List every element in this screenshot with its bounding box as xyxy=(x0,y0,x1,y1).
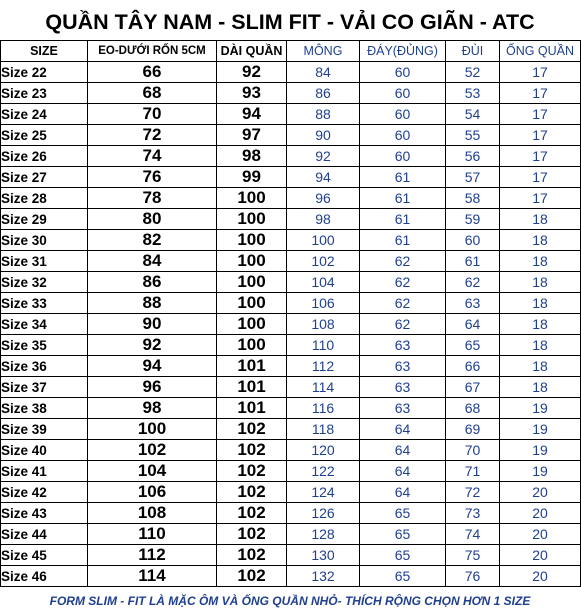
cell-leg-opening: 17 xyxy=(500,167,581,188)
footer-note: FORM SLIM - FIT LÀ MẶC ÔM VÀ ỐNG QUẦN NHỎ- THÍCH RỘNG CHỌN HƠN 1 SIZE xyxy=(49,594,531,608)
table-row xyxy=(1,482,581,503)
cell-hip: 114 xyxy=(287,377,360,398)
table-row xyxy=(1,125,581,146)
cell-length: 92 xyxy=(217,62,287,83)
chart-title: QUẦN TÂY NAM - SLIM FIT - VẢI CO GIÃN - ATC xyxy=(45,10,535,34)
cell-length: 100 xyxy=(217,209,287,230)
header-rise: ĐÁY(ĐỦNG) xyxy=(360,41,446,62)
cell-waist: 68 xyxy=(88,83,217,104)
cell-hip: 124 xyxy=(287,482,360,503)
cell-waist: 94 xyxy=(88,356,217,377)
cell-rise: 61 xyxy=(360,230,446,251)
cell-rise: 64 xyxy=(360,440,446,461)
cell-size: Size 31 xyxy=(1,251,88,272)
cell-rise: 60 xyxy=(360,125,446,146)
header-length: DÀI QUẦN xyxy=(217,41,287,62)
cell-length: 100 xyxy=(217,293,287,314)
cell-thigh: 69 xyxy=(446,419,500,440)
cell-rise: 60 xyxy=(360,104,446,125)
cell-thigh: 67 xyxy=(446,377,500,398)
cell-thigh: 68 xyxy=(446,398,500,419)
cell-leg-opening: 20 xyxy=(500,482,581,503)
table-row xyxy=(1,524,581,545)
cell-hip: 132 xyxy=(287,566,360,587)
cell-length: 101 xyxy=(217,377,287,398)
cell-thigh: 72 xyxy=(446,482,500,503)
cell-rise: 63 xyxy=(360,335,446,356)
cell-thigh: 52 xyxy=(446,62,500,83)
cell-size: Size 35 xyxy=(1,335,88,356)
cell-waist: 86 xyxy=(88,272,217,293)
cell-waist: 88 xyxy=(88,293,217,314)
cell-rise: 61 xyxy=(360,209,446,230)
cell-length: 100 xyxy=(217,251,287,272)
cell-size: Size 22 xyxy=(1,62,88,83)
size-table xyxy=(0,40,581,587)
table-row xyxy=(1,545,581,566)
cell-leg-opening: 18 xyxy=(500,272,581,293)
cell-rise: 63 xyxy=(360,356,446,377)
cell-waist: 104 xyxy=(88,461,217,482)
header-size: SIZE xyxy=(1,41,88,62)
cell-leg-opening: 20 xyxy=(500,566,581,587)
table-row xyxy=(1,83,581,104)
table-row xyxy=(1,104,581,125)
cell-leg-opening: 19 xyxy=(500,440,581,461)
table-row xyxy=(1,167,581,188)
cell-rise: 60 xyxy=(360,62,446,83)
cell-length: 100 xyxy=(217,272,287,293)
cell-hip: 96 xyxy=(287,188,360,209)
cell-leg-opening: 19 xyxy=(500,461,581,482)
cell-leg-opening: 17 xyxy=(500,125,581,146)
cell-hip: 126 xyxy=(287,503,360,524)
cell-waist: 72 xyxy=(88,125,217,146)
cell-leg-opening: 18 xyxy=(500,251,581,272)
cell-length: 93 xyxy=(217,83,287,104)
table-row xyxy=(1,230,581,251)
table-row xyxy=(1,566,581,587)
cell-waist: 78 xyxy=(88,188,217,209)
cell-leg-opening: 17 xyxy=(500,188,581,209)
cell-waist: 84 xyxy=(88,251,217,272)
cell-hip: 130 xyxy=(287,545,360,566)
cell-leg-opening: 18 xyxy=(500,314,581,335)
cell-size: Size 30 xyxy=(1,230,88,251)
cell-rise: 60 xyxy=(360,146,446,167)
cell-leg-opening: 18 xyxy=(500,230,581,251)
cell-waist: 66 xyxy=(88,62,217,83)
cell-size: Size 41 xyxy=(1,461,88,482)
cell-rise: 62 xyxy=(360,272,446,293)
cell-thigh: 62 xyxy=(446,272,500,293)
cell-hip: 116 xyxy=(287,398,360,419)
cell-thigh: 59 xyxy=(446,209,500,230)
cell-hip: 94 xyxy=(287,167,360,188)
cell-length: 100 xyxy=(217,188,287,209)
table-row xyxy=(1,293,581,314)
cell-hip: 118 xyxy=(287,419,360,440)
cell-hip: 122 xyxy=(287,461,360,482)
cell-size: Size 28 xyxy=(1,188,88,209)
header-waist: EO-DƯỚI RỐN 5CM xyxy=(88,41,217,62)
cell-waist: 80 xyxy=(88,209,217,230)
table-row xyxy=(1,356,581,377)
cell-rise: 62 xyxy=(360,314,446,335)
table-row xyxy=(1,62,581,83)
cell-size: Size 39 xyxy=(1,419,88,440)
cell-size: Size 33 xyxy=(1,293,88,314)
cell-length: 101 xyxy=(217,356,287,377)
cell-waist: 90 xyxy=(88,314,217,335)
cell-waist: 100 xyxy=(88,419,217,440)
cell-leg-opening: 17 xyxy=(500,62,581,83)
cell-thigh: 55 xyxy=(446,125,500,146)
cell-waist: 70 xyxy=(88,104,217,125)
cell-hip: 84 xyxy=(287,62,360,83)
cell-hip: 90 xyxy=(287,125,360,146)
cell-waist: 74 xyxy=(88,146,217,167)
cell-rise: 65 xyxy=(360,503,446,524)
table-row xyxy=(1,398,581,419)
table-row xyxy=(1,440,581,461)
cell-size: Size 40 xyxy=(1,440,88,461)
table-row xyxy=(1,419,581,440)
cell-size: Size 23 xyxy=(1,83,88,104)
cell-waist: 108 xyxy=(88,503,217,524)
cell-length: 94 xyxy=(217,104,287,125)
cell-size: Size 37 xyxy=(1,377,88,398)
cell-hip: 98 xyxy=(287,209,360,230)
cell-leg-opening: 20 xyxy=(500,524,581,545)
cell-thigh: 70 xyxy=(446,440,500,461)
cell-leg-opening: 19 xyxy=(500,419,581,440)
table-row xyxy=(1,146,581,167)
cell-thigh: 57 xyxy=(446,167,500,188)
cell-leg-opening: 20 xyxy=(500,545,581,566)
cell-size: Size 45 xyxy=(1,545,88,566)
cell-thigh: 61 xyxy=(446,251,500,272)
cell-hip: 92 xyxy=(287,146,360,167)
cell-waist: 110 xyxy=(88,524,217,545)
cell-length: 102 xyxy=(217,440,287,461)
cell-thigh: 73 xyxy=(446,503,500,524)
cell-waist: 112 xyxy=(88,545,217,566)
cell-hip: 128 xyxy=(287,524,360,545)
cell-rise: 65 xyxy=(360,566,446,587)
cell-waist: 98 xyxy=(88,398,217,419)
cell-hip: 106 xyxy=(287,293,360,314)
cell-leg-opening: 17 xyxy=(500,83,581,104)
cell-length: 102 xyxy=(217,419,287,440)
table-row xyxy=(1,314,581,335)
cell-hip: 86 xyxy=(287,83,360,104)
cell-length: 98 xyxy=(217,146,287,167)
cell-thigh: 76 xyxy=(446,566,500,587)
cell-waist: 114 xyxy=(88,566,217,587)
header-row xyxy=(1,41,581,62)
cell-thigh: 66 xyxy=(446,356,500,377)
cell-rise: 65 xyxy=(360,524,446,545)
cell-rise: 62 xyxy=(360,251,446,272)
cell-leg-opening: 18 xyxy=(500,356,581,377)
cell-rise: 65 xyxy=(360,545,446,566)
cell-length: 99 xyxy=(217,167,287,188)
cell-thigh: 71 xyxy=(446,461,500,482)
cell-size: Size 26 xyxy=(1,146,88,167)
cell-size: Size 42 xyxy=(1,482,88,503)
header-leg-opening: ỐNG QUẦN xyxy=(500,41,581,62)
cell-size: Size 27 xyxy=(1,167,88,188)
cell-leg-opening: 18 xyxy=(500,335,581,356)
cell-thigh: 58 xyxy=(446,188,500,209)
cell-thigh: 64 xyxy=(446,314,500,335)
cell-waist: 106 xyxy=(88,482,217,503)
cell-size: Size 24 xyxy=(1,104,88,125)
cell-size: Size 44 xyxy=(1,524,88,545)
cell-thigh: 75 xyxy=(446,545,500,566)
cell-size: Size 29 xyxy=(1,209,88,230)
table-row xyxy=(1,503,581,524)
cell-waist: 82 xyxy=(88,230,217,251)
cell-rise: 61 xyxy=(360,167,446,188)
cell-rise: 63 xyxy=(360,398,446,419)
cell-leg-opening: 19 xyxy=(500,398,581,419)
cell-leg-opening: 17 xyxy=(500,146,581,167)
cell-size: Size 43 xyxy=(1,503,88,524)
table-row xyxy=(1,209,581,230)
cell-waist: 92 xyxy=(88,335,217,356)
cell-thigh: 54 xyxy=(446,104,500,125)
cell-thigh: 53 xyxy=(446,83,500,104)
cell-length: 102 xyxy=(217,524,287,545)
cell-thigh: 74 xyxy=(446,524,500,545)
cell-length: 100 xyxy=(217,230,287,251)
cell-length: 102 xyxy=(217,566,287,587)
cell-rise: 60 xyxy=(360,83,446,104)
cell-hip: 100 xyxy=(287,230,360,251)
header-thigh: ĐÙI xyxy=(446,41,500,62)
cell-size: Size 38 xyxy=(1,398,88,419)
header-hip: MÔNG xyxy=(287,41,360,62)
cell-hip: 104 xyxy=(287,272,360,293)
cell-leg-opening: 20 xyxy=(500,503,581,524)
cell-size: Size 36 xyxy=(1,356,88,377)
cell-thigh: 65 xyxy=(446,335,500,356)
cell-thigh: 63 xyxy=(446,293,500,314)
cell-length: 100 xyxy=(217,335,287,356)
cell-rise: 64 xyxy=(360,461,446,482)
cell-size: Size 25 xyxy=(1,125,88,146)
cell-hip: 108 xyxy=(287,314,360,335)
cell-leg-opening: 18 xyxy=(500,377,581,398)
cell-length: 97 xyxy=(217,125,287,146)
cell-length: 102 xyxy=(217,461,287,482)
table-row xyxy=(1,335,581,356)
cell-size: Size 32 xyxy=(1,272,88,293)
cell-rise: 61 xyxy=(360,188,446,209)
cell-size: Size 34 xyxy=(1,314,88,335)
cell-length: 102 xyxy=(217,545,287,566)
cell-length: 102 xyxy=(217,482,287,503)
cell-leg-opening: 18 xyxy=(500,293,581,314)
cell-leg-opening: 17 xyxy=(500,104,581,125)
table-row xyxy=(1,251,581,272)
cell-rise: 63 xyxy=(360,377,446,398)
cell-hip: 88 xyxy=(287,104,360,125)
cell-leg-opening: 18 xyxy=(500,209,581,230)
cell-waist: 102 xyxy=(88,440,217,461)
cell-hip: 110 xyxy=(287,335,360,356)
cell-waist: 96 xyxy=(88,377,217,398)
cell-hip: 102 xyxy=(287,251,360,272)
cell-rise: 64 xyxy=(360,419,446,440)
cell-hip: 112 xyxy=(287,356,360,377)
cell-length: 101 xyxy=(217,398,287,419)
table-row xyxy=(1,188,581,209)
table-row xyxy=(1,272,581,293)
cell-rise: 64 xyxy=(360,482,446,503)
cell-waist: 76 xyxy=(88,167,217,188)
cell-rise: 62 xyxy=(360,293,446,314)
cell-length: 102 xyxy=(217,503,287,524)
cell-thigh: 60 xyxy=(446,230,500,251)
cell-size: Size 46 xyxy=(1,566,88,587)
cell-hip: 120 xyxy=(287,440,360,461)
table-row xyxy=(1,461,581,482)
table-row xyxy=(1,377,581,398)
cell-length: 100 xyxy=(217,314,287,335)
cell-thigh: 56 xyxy=(446,146,500,167)
